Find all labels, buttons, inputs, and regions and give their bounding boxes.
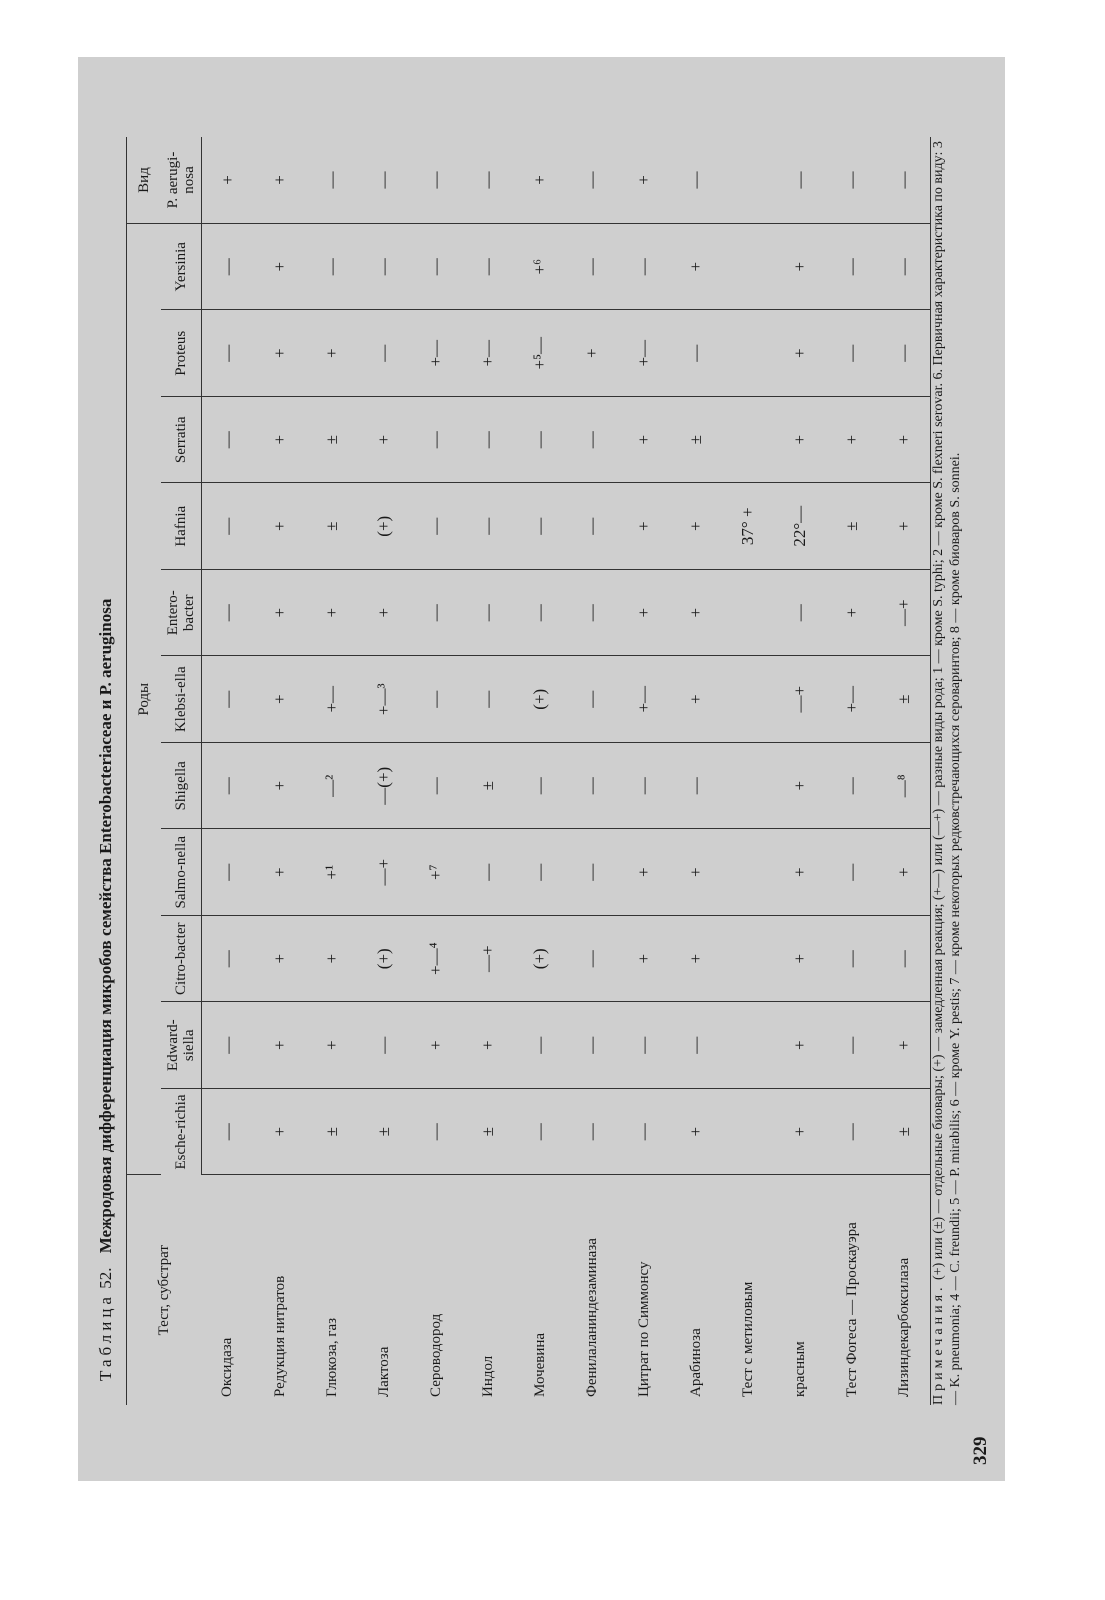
table-cell: — xyxy=(566,656,618,743)
genus-header: Edward-siella xyxy=(161,1002,202,1089)
table-cell: — xyxy=(202,916,255,1003)
table-cell: +— xyxy=(618,310,670,397)
table-row xyxy=(722,137,774,1405)
table-cell: — xyxy=(514,1089,566,1176)
table-row xyxy=(878,137,931,1405)
row-label: Цитрат по Симмонсу xyxy=(635,1261,652,1397)
genus-header: Yersinia xyxy=(161,224,202,311)
table-cell: — xyxy=(566,570,618,657)
table-cell: + xyxy=(358,397,410,484)
header-genera-group: Роды xyxy=(127,224,162,1176)
table-cell: +— xyxy=(410,310,462,397)
genus-header: Proteus xyxy=(161,310,202,397)
row-label: Арабиноза xyxy=(687,1328,704,1397)
footnotes xyxy=(930,137,964,1405)
table-cell: — xyxy=(618,224,670,311)
table-cell: — xyxy=(410,397,462,484)
table-cell: +— xyxy=(618,656,670,743)
table-cell: + xyxy=(254,483,306,570)
table-cell: — xyxy=(202,829,255,916)
table-row xyxy=(202,137,255,1405)
footnotes-lead: Примечания. xyxy=(931,1283,946,1405)
table-cell: + xyxy=(254,829,306,916)
table-cell: — xyxy=(826,310,878,397)
table-body xyxy=(202,137,931,1405)
table-cell: (+) xyxy=(514,916,566,1003)
table-cell: + xyxy=(618,916,670,1003)
table-cell: — xyxy=(566,916,618,1003)
table-cell xyxy=(722,829,774,916)
table-cell: + xyxy=(306,916,358,1003)
table-cell: +⁷ xyxy=(410,829,462,916)
table-cell: + xyxy=(618,397,670,484)
table-cell: — xyxy=(410,656,462,743)
table-cell: + xyxy=(254,224,306,311)
table-cell: — xyxy=(826,1002,878,1089)
table-row xyxy=(462,137,514,1405)
table-cell: — xyxy=(878,224,931,311)
table-cell: +—³ xyxy=(358,656,410,743)
table-cell: + xyxy=(826,397,878,484)
header-species-group: Вид xyxy=(127,137,162,224)
row-label: Индол xyxy=(479,1355,496,1397)
table-cell: + xyxy=(462,1002,514,1089)
table-cell: + xyxy=(254,916,306,1003)
table-row xyxy=(618,137,670,1405)
table-cell: ± xyxy=(878,656,931,743)
table-cell: + xyxy=(774,224,826,311)
table-cell: — xyxy=(514,397,566,484)
table-cell: — xyxy=(462,397,514,484)
table-cell: — xyxy=(306,137,358,224)
table-cell: —+ xyxy=(774,656,826,743)
footnotes-text: (+) или (±) — отдельные биовары; (+) — замедленная реакция; (+—) или (—+) — разные виды рода; 1 — кроме S. typhi; 2 — кроме S. flexneri serovar. 6. Первичная характеристика по виду: 3 — K. pneumonia; 4 — C. freundii; 5 — P. mirabilis; 6 — кроме Y. pestis; 7 — кроме некоторых редковстречающихся сероваринтов; 8 — кроме биоваров S. sonnei. xyxy=(931,141,963,1405)
table-cell: + xyxy=(514,137,566,224)
table-cell: — xyxy=(670,137,722,224)
table-cell: — xyxy=(878,310,931,397)
table-cell: — xyxy=(358,1002,410,1089)
table-cell xyxy=(722,916,774,1003)
table-cell xyxy=(722,743,774,830)
table-cell: + xyxy=(670,570,722,657)
table-cell: — xyxy=(566,743,618,830)
table-cell: — xyxy=(202,743,255,830)
table-cell: +— xyxy=(826,656,878,743)
table-cell: + xyxy=(670,656,722,743)
table-cell: + xyxy=(670,829,722,916)
table-cell xyxy=(722,137,774,224)
table-cell: — xyxy=(410,743,462,830)
table-cell: (+) xyxy=(358,916,410,1003)
species-header: P. aerugi-nosa xyxy=(161,137,202,224)
table-cell: — xyxy=(566,137,618,224)
table-cell: + xyxy=(306,570,358,657)
table-cell: — xyxy=(462,570,514,657)
table-cell: — xyxy=(514,570,566,657)
table-cell: — xyxy=(410,137,462,224)
table-cell: — xyxy=(514,1002,566,1089)
table-cell xyxy=(722,570,774,657)
table-cell: + xyxy=(254,137,306,224)
table-cell: — xyxy=(826,743,878,830)
row-label: Мочевина xyxy=(531,1332,548,1397)
table-cell: — xyxy=(566,483,618,570)
genus-header: Hafnia xyxy=(161,483,202,570)
table-cell: +⁶ xyxy=(514,224,566,311)
table-cell xyxy=(722,1089,774,1176)
table-cell: ± xyxy=(826,483,878,570)
page-number: 329 xyxy=(970,1436,991,1465)
table-cell: + xyxy=(254,1002,306,1089)
table-cell: + xyxy=(254,397,306,484)
table-cell: — xyxy=(202,310,255,397)
caption-title: Межродовая дифференциация микробов семейства Enterobacteriaceae и P. aeruginosa xyxy=(96,598,115,1254)
table-cell: + xyxy=(618,829,670,916)
table-cell: — xyxy=(202,1002,255,1089)
table-cell: + xyxy=(774,743,826,830)
table-cell: — xyxy=(826,137,878,224)
row-label: Редукция нитратов xyxy=(271,1275,288,1397)
table-cell: + xyxy=(826,570,878,657)
table-cell: — xyxy=(462,483,514,570)
table-cell: — xyxy=(670,310,722,397)
table-cell: —+ xyxy=(878,570,931,657)
table-cell: + xyxy=(202,137,255,224)
table-cell: — xyxy=(826,224,878,311)
genus-header: Entero-bacter xyxy=(161,570,202,657)
table-cell: — xyxy=(774,570,826,657)
table-cell: — xyxy=(202,224,255,311)
table-cell: + xyxy=(566,310,618,397)
table-cell: ± xyxy=(670,397,722,484)
table-cell: + xyxy=(254,743,306,830)
rotated-page-content xyxy=(78,57,1005,1481)
table-row xyxy=(566,137,618,1405)
table-cell: + xyxy=(774,916,826,1003)
row-label: Тест с метиловым xyxy=(739,1281,756,1397)
table-cell: — xyxy=(618,1089,670,1176)
table-cell: — xyxy=(462,656,514,743)
table-cell: ± xyxy=(878,1089,931,1176)
table-row xyxy=(774,137,826,1405)
table-cell: + xyxy=(774,397,826,484)
table-cell: + xyxy=(774,1002,826,1089)
differentiation-table xyxy=(126,137,931,1405)
table-cell: ± xyxy=(306,1089,358,1176)
table-cell: + xyxy=(254,570,306,657)
table-cell xyxy=(722,310,774,397)
table-cell: +¹ xyxy=(306,829,358,916)
table-cell: — xyxy=(878,916,931,1003)
header-group-row xyxy=(127,137,162,1405)
table-cell: — xyxy=(202,483,255,570)
table-cell: —(+) xyxy=(358,743,410,830)
table-cell: + xyxy=(410,1002,462,1089)
table-row xyxy=(410,137,462,1405)
table-cell: + xyxy=(670,224,722,311)
table-cell: — xyxy=(358,137,410,224)
row-label: Фенилаланиндезаминаза xyxy=(583,1238,600,1397)
table-cell: — xyxy=(410,1089,462,1176)
table-cell: ± xyxy=(358,1089,410,1176)
table-cell: +— xyxy=(462,310,514,397)
table-cell: — xyxy=(462,137,514,224)
table-cell: — xyxy=(826,829,878,916)
row-label: Лактоза xyxy=(375,1346,392,1397)
table-cell: — xyxy=(514,483,566,570)
table-cell xyxy=(722,1002,774,1089)
table-cell: + xyxy=(618,137,670,224)
table-cell: — xyxy=(462,224,514,311)
genus-header: Salmo-nella xyxy=(161,829,202,916)
table-row xyxy=(306,137,358,1405)
table-cell: + xyxy=(254,310,306,397)
genus-header: Esche-richia xyxy=(161,1089,202,1176)
table-cell: — xyxy=(306,224,358,311)
table-cell: + xyxy=(254,1089,306,1176)
table-caption xyxy=(96,599,116,1381)
table-cell: — xyxy=(462,829,514,916)
table-cell: —+ xyxy=(462,916,514,1003)
table-row xyxy=(514,137,566,1405)
table-cell: — xyxy=(670,743,722,830)
table-cell: — xyxy=(618,1002,670,1089)
table-cell: —⁸ xyxy=(878,743,931,830)
genus-header: Shigella xyxy=(161,743,202,830)
table-cell: + xyxy=(774,310,826,397)
table-cell: 37° + xyxy=(722,483,774,570)
table-cell: — xyxy=(202,656,255,743)
table-cell: — xyxy=(202,397,255,484)
genus-header: Klebsi-ella xyxy=(161,656,202,743)
row-label: Глюкоза, газ xyxy=(323,1317,340,1397)
header-test-substrate: Тест, субстрат xyxy=(127,1175,202,1405)
table-cell: + xyxy=(878,483,931,570)
table-cell: — xyxy=(410,224,462,311)
table-cell: — xyxy=(774,137,826,224)
table-cell: — xyxy=(410,483,462,570)
table-cell: +—⁴ xyxy=(410,916,462,1003)
table-cell xyxy=(722,656,774,743)
table-cell: — xyxy=(566,224,618,311)
table-cell: — xyxy=(566,829,618,916)
table-cell: ± xyxy=(306,397,358,484)
table-cell: — xyxy=(618,743,670,830)
table-cell: + xyxy=(878,829,931,916)
table-cell: — xyxy=(878,137,931,224)
caption-label: Таблица xyxy=(96,1293,115,1381)
table-cell: ± xyxy=(306,483,358,570)
table-cell: — xyxy=(202,570,255,657)
table-cell: + xyxy=(878,397,931,484)
table-cell: (+) xyxy=(514,656,566,743)
row-label: Лизиндекарбоксилаза xyxy=(878,1175,931,1405)
table-cell: — xyxy=(202,1089,255,1176)
table-cell: —² xyxy=(306,743,358,830)
table-row xyxy=(254,137,306,1405)
table-cell: — xyxy=(566,1089,618,1176)
row-label: красным xyxy=(791,1341,808,1397)
table-cell: + xyxy=(774,1089,826,1176)
table-cell: — xyxy=(566,397,618,484)
table-row xyxy=(670,137,722,1405)
table-cell: — xyxy=(826,916,878,1003)
genus-header: Citro-bacter xyxy=(161,916,202,1003)
table-cell xyxy=(722,224,774,311)
row-label: Тест Фогеса — Проскауэра xyxy=(843,1222,860,1397)
scanned-page xyxy=(78,57,1005,1481)
table-cell: — xyxy=(514,829,566,916)
table-cell: + xyxy=(670,916,722,1003)
table-cell: — xyxy=(358,224,410,311)
table-cell: — xyxy=(566,1002,618,1089)
row-label: Оксидаза xyxy=(219,1337,236,1397)
table-cell: + xyxy=(618,570,670,657)
table-cell: (+) xyxy=(358,483,410,570)
table-cell: + xyxy=(306,310,358,397)
table-cell: + xyxy=(774,829,826,916)
caption-number: 52. xyxy=(96,1267,115,1289)
table-cell: + xyxy=(254,656,306,743)
table-cell xyxy=(722,397,774,484)
table-row xyxy=(826,137,878,1405)
table-cell: — xyxy=(670,1002,722,1089)
table-cell: — xyxy=(826,1089,878,1176)
table-cell: —+ xyxy=(358,829,410,916)
table-cell: ± xyxy=(462,1089,514,1176)
table-cell: ± xyxy=(462,743,514,830)
table-cell: — xyxy=(514,743,566,830)
table-cell: — xyxy=(358,310,410,397)
table-cell: +— xyxy=(306,656,358,743)
table-cell: + xyxy=(878,1002,931,1089)
table-cell: 22°— xyxy=(774,483,826,570)
table-cell: + xyxy=(358,570,410,657)
genus-header: Serratia xyxy=(161,397,202,484)
table-cell: + xyxy=(670,1089,722,1176)
table-cell: + xyxy=(306,1002,358,1089)
table-cell: + xyxy=(618,483,670,570)
row-label: Сероводород xyxy=(427,1313,444,1397)
table-row xyxy=(358,137,410,1405)
table-cell: + xyxy=(670,483,722,570)
table-cell: — xyxy=(410,570,462,657)
table-cell: +⁵— xyxy=(514,310,566,397)
